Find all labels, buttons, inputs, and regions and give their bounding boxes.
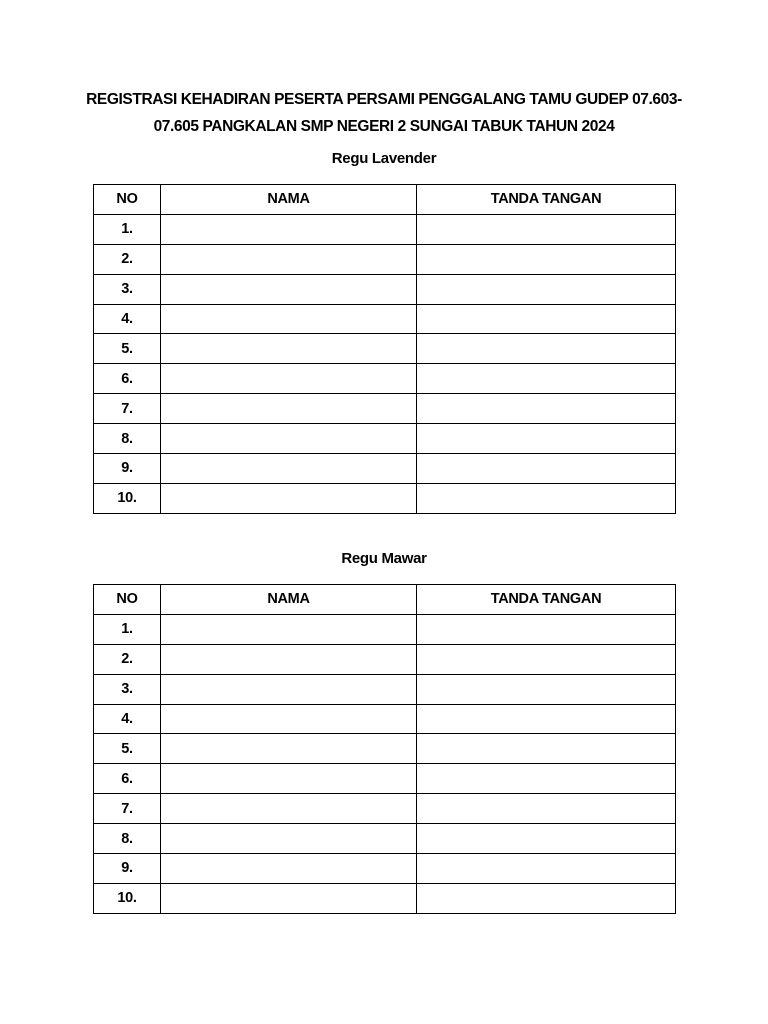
- nama-cell[interactable]: [161, 454, 417, 484]
- nama-cell[interactable]: [161, 764, 417, 794]
- header-nama: NAMA: [161, 185, 417, 215]
- table-row: [94, 483, 676, 513]
- row-number: 2.: [94, 244, 161, 274]
- table-row: [94, 334, 676, 364]
- nama-cell[interactable]: [161, 334, 417, 364]
- nama-cell[interactable]: [161, 614, 417, 644]
- header-no: NO: [94, 585, 161, 615]
- nama-cell[interactable]: [161, 424, 417, 454]
- nama-cell[interactable]: [161, 364, 417, 394]
- nama-cell[interactable]: [161, 244, 417, 274]
- header-nama: NAMA: [161, 585, 417, 615]
- tanda-tangan-cell[interactable]: [417, 214, 676, 244]
- row-number: 6.: [94, 764, 161, 794]
- nama-cell[interactable]: [161, 794, 417, 824]
- header-tanda-tangan: TANDA TANGAN: [417, 585, 676, 615]
- nama-cell[interactable]: [161, 824, 417, 854]
- table-row: [94, 454, 676, 484]
- nama-cell[interactable]: [161, 214, 417, 244]
- table-row: [94, 644, 676, 674]
- group-title-lavender: Regu Lavender: [331, 150, 437, 167]
- row-number: 10.: [94, 883, 161, 913]
- table-row: [94, 824, 676, 854]
- tanda-tangan-cell[interactable]: [417, 614, 676, 644]
- tanda-tangan-cell[interactable]: [417, 794, 676, 824]
- document-title-line-2: 07.605 PANGKALAN SMP NEGERI 2 SUNGAI TABUK TAHUN 2024: [153, 118, 615, 135]
- row-number: 1.: [94, 214, 161, 244]
- tanda-tangan-cell[interactable]: [417, 483, 676, 513]
- table-row: [94, 614, 676, 644]
- row-number: 8.: [94, 424, 161, 454]
- tanda-tangan-cell[interactable]: [417, 854, 676, 884]
- row-number: 7.: [94, 394, 161, 424]
- nama-cell[interactable]: [161, 304, 417, 334]
- row-number: 10.: [94, 483, 161, 513]
- tanda-tangan-cell[interactable]: [417, 334, 676, 364]
- tanda-tangan-cell[interactable]: [417, 824, 676, 854]
- table-row: [94, 244, 676, 274]
- attendance-table-mawar: [93, 584, 676, 914]
- tanda-tangan-cell[interactable]: [417, 304, 676, 334]
- table-row: [94, 674, 676, 704]
- tanda-tangan-cell[interactable]: [417, 394, 676, 424]
- document-title-line-1: REGISTRASI KEHADIRAN PESERTA PERSAMI PENGGALANG TAMU GUDEP 07.603-: [86, 91, 682, 108]
- group-title-mawar: Regu Mawar: [341, 550, 427, 567]
- row-number: 7.: [94, 794, 161, 824]
- table-row: [94, 214, 676, 244]
- table-row: [94, 883, 676, 913]
- nama-cell[interactable]: [161, 483, 417, 513]
- tanda-tangan-cell[interactable]: [417, 674, 676, 704]
- tanda-tangan-cell[interactable]: [417, 364, 676, 394]
- row-number: 6.: [94, 364, 161, 394]
- tanda-tangan-cell[interactable]: [417, 644, 676, 674]
- table-row: [94, 794, 676, 824]
- tanda-tangan-cell[interactable]: [417, 274, 676, 304]
- row-number: 4.: [94, 304, 161, 334]
- nama-cell[interactable]: [161, 644, 417, 674]
- table-row: [94, 424, 676, 454]
- row-number: 4.: [94, 704, 161, 734]
- table-header-row: [94, 185, 676, 215]
- table-row: [94, 854, 676, 884]
- row-number: 3.: [94, 274, 161, 304]
- table-row: [94, 274, 676, 304]
- row-number: 9.: [94, 454, 161, 484]
- table-row: [94, 364, 676, 394]
- nama-cell[interactable]: [161, 394, 417, 424]
- row-number: 1.: [94, 614, 161, 644]
- tanda-tangan-cell[interactable]: [417, 883, 676, 913]
- tanda-tangan-cell[interactable]: [417, 454, 676, 484]
- attendance-table-lavender: [93, 184, 676, 514]
- nama-cell[interactable]: [161, 274, 417, 304]
- tanda-tangan-cell[interactable]: [417, 244, 676, 274]
- table-row: [94, 304, 676, 334]
- nama-cell[interactable]: [161, 883, 417, 913]
- nama-cell[interactable]: [161, 674, 417, 704]
- nama-cell[interactable]: [161, 734, 417, 764]
- tanda-tangan-cell[interactable]: [417, 424, 676, 454]
- document-title: [80, 86, 688, 140]
- table-row: [94, 704, 676, 734]
- row-number: 9.: [94, 854, 161, 884]
- nama-cell[interactable]: [161, 704, 417, 734]
- table-header-row: [94, 585, 676, 615]
- tanda-tangan-cell[interactable]: [417, 734, 676, 764]
- table-row: [94, 394, 676, 424]
- header-tanda-tangan: TANDA TANGAN: [417, 185, 676, 215]
- row-number: 2.: [94, 644, 161, 674]
- row-number: 5.: [94, 734, 161, 764]
- tanda-tangan-cell[interactable]: [417, 704, 676, 734]
- row-number: 8.: [94, 824, 161, 854]
- table-row: [94, 764, 676, 794]
- row-number: 3.: [94, 674, 161, 704]
- header-no: NO: [94, 185, 161, 215]
- nama-cell[interactable]: [161, 854, 417, 884]
- tanda-tangan-cell[interactable]: [417, 764, 676, 794]
- table-row: [94, 734, 676, 764]
- row-number: 5.: [94, 334, 161, 364]
